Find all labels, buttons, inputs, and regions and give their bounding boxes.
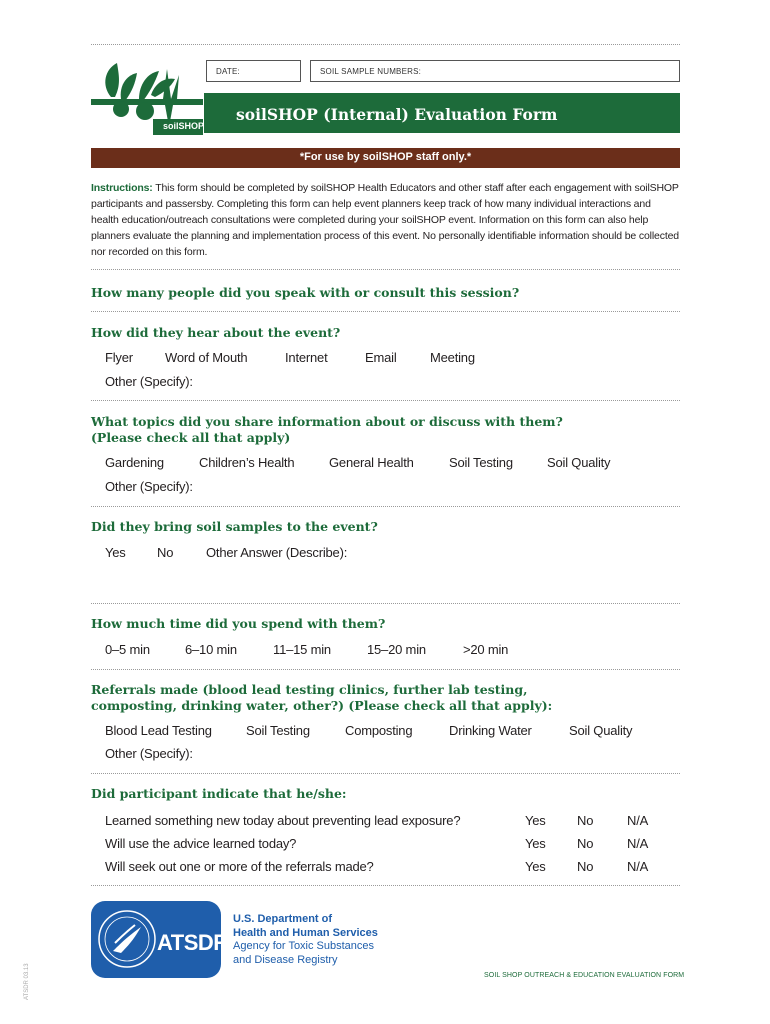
instructions-label: Instructions: [91, 182, 153, 194]
statement-learned-something: Learned something new today about preventing lead exposure? [105, 813, 461, 828]
hhs-line-4: and Disease Registry [233, 953, 338, 966]
option-general-health[interactable]: General Health [329, 455, 414, 470]
option-internet[interactable]: Internet [285, 350, 328, 365]
atsdr-logo [91, 901, 229, 978]
divider [91, 269, 680, 270]
option-0-5-min[interactable]: 0–5 min [105, 642, 150, 657]
instructions-text: This form should be completed by soilSHOP Health Educators and other staff after each engagement with soilSHOP participants and passersby. Completing this form can help event planners keep track of how many individual interactions and health education/outreach consultations were completed during your soilSHOP event. Information on this form can also help planners evaluate the planning and implementation process of this event. No personally identifiable information should be collected nor recorded on this form. [91, 182, 679, 258]
staff-note: *For use by soilSHOP staff only.* [299, 151, 472, 163]
question-topics-line1: What topics did you share information about or discuss with them? [91, 414, 563, 429]
footer-form-title: SOIL SHOP OUTREACH & EDUCATION EVALUATION FORM [484, 972, 685, 979]
option-15-20-min[interactable]: 15–20 min [367, 642, 426, 657]
statement-will-use-advice: Will use the advice learned today? [105, 836, 297, 851]
hhs-line-1: U.S. Department of [233, 913, 333, 925]
option-yes[interactable]: Yes [525, 813, 546, 828]
form-title-bar [204, 93, 680, 133]
question-participant-indicate: Did participant indicate that he/she: [91, 786, 347, 801]
hhs-agency-block [233, 913, 378, 967]
soil-sample-numbers-label: SOIL SAMPLE NUMBERS: [320, 67, 422, 76]
atsdr-logo-text: ATSDR [157, 930, 229, 955]
soilshop-logo [91, 55, 203, 135]
logo-text: soilSHOP [163, 121, 205, 131]
date-field[interactable] [206, 60, 301, 82]
option-meeting[interactable]: Meeting [430, 350, 475, 365]
option-other-answer[interactable]: Other Answer (Describe): [206, 545, 348, 560]
option-na[interactable]: N/A [627, 813, 649, 828]
option-other-specify[interactable]: Other (Specify): [105, 374, 193, 389]
option-11-15-min[interactable]: 11–15 min [273, 642, 331, 657]
option-no[interactable]: No [577, 836, 594, 851]
divider [91, 44, 680, 45]
question-hear-about: How did they hear about the event? [91, 325, 341, 340]
option-no[interactable]: No [577, 813, 594, 828]
hhs-line-2: Health and Human Services [233, 926, 378, 939]
option-blood-lead-testing[interactable]: Blood Lead Testing [105, 723, 212, 738]
option-other-specify[interactable]: Other (Specify): [105, 746, 193, 761]
statement-seek-referrals: Will seek out one or more of the referrals made? [105, 859, 374, 874]
staff-only-banner [91, 148, 680, 168]
option-no[interactable]: No [577, 859, 594, 874]
question-referrals [91, 682, 552, 714]
option-drinking-water[interactable]: Drinking Water [449, 723, 532, 738]
divider [91, 669, 680, 670]
option-yes[interactable]: Yes [525, 859, 546, 874]
question-topics [91, 414, 563, 446]
option-soil-quality[interactable]: Soil Quality [569, 723, 633, 738]
question-referrals-line2: composting, drinking water, other?) (Please check all that apply): [91, 698, 553, 713]
option-composting[interactable]: Composting [345, 723, 413, 738]
option-other-specify[interactable]: Other (Specify): [105, 479, 193, 494]
instructions [91, 180, 680, 260]
side-code: ATSDR 03.13 [24, 963, 30, 1000]
soil-sample-numbers-field[interactable] [310, 60, 680, 82]
option-yes[interactable]: Yes [525, 836, 546, 851]
question-referrals-line1: Referrals made (blood lead testing clinics, further lab testing, [91, 682, 528, 697]
option-no[interactable]: No [157, 545, 174, 560]
option-email[interactable]: Email [365, 350, 397, 365]
date-label: DATE: [216, 67, 240, 76]
divider [91, 773, 680, 774]
option-over-20-min[interactable]: >20 min [463, 642, 509, 657]
option-gardening[interactable]: Gardening [105, 455, 164, 470]
option-flyer[interactable]: Flyer [105, 350, 133, 365]
divider [91, 400, 680, 401]
divider [91, 506, 680, 507]
question-time-spent: How much time did you spend with them? [91, 616, 386, 631]
page-title: soilSHOP (Internal) Evaluation Form [236, 105, 558, 124]
question-topics-line2: (Please check all that apply) [91, 430, 291, 445]
option-childrens-health[interactable]: Children’s Health [199, 455, 295, 470]
divider [91, 885, 680, 886]
option-na[interactable]: N/A [627, 859, 649, 874]
question-soil-samples: Did they bring soil samples to the event? [91, 519, 378, 534]
divider [91, 311, 680, 312]
option-word-of-mouth[interactable]: Word of Mouth [165, 350, 248, 365]
option-soil-quality[interactable]: Soil Quality [547, 455, 611, 470]
divider [91, 603, 680, 604]
option-na[interactable]: N/A [627, 836, 649, 851]
option-6-10-min[interactable]: 6–10 min [185, 642, 237, 657]
option-yes[interactable]: Yes [105, 545, 126, 560]
option-soil-testing[interactable]: Soil Testing [449, 455, 513, 470]
question-people-count: How many people did you speak with or consult this session? [91, 285, 520, 300]
hhs-line-3: Agency for Toxic Substances [233, 940, 375, 952]
option-soil-testing[interactable]: Soil Testing [246, 723, 310, 738]
